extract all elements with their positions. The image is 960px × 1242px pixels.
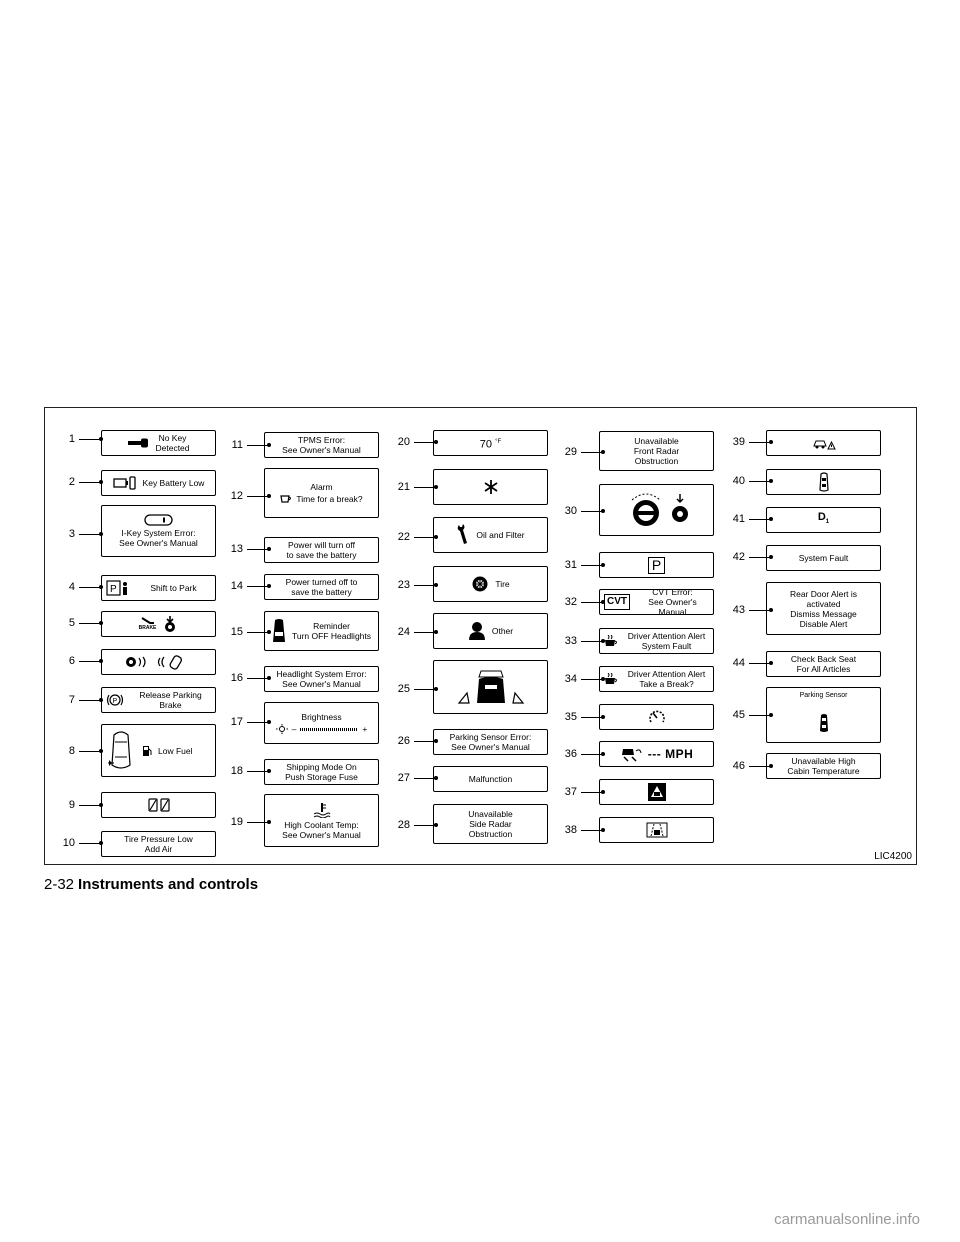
intelligent-key-icon — [144, 514, 174, 526]
callout-number: 9 — [68, 799, 75, 811]
callout-number: 38 — [564, 824, 577, 836]
callout-number: 28 — [397, 819, 410, 831]
indicator-box: TPMS Error: See Owner's Manual — [264, 432, 379, 458]
cruise-control-icon — [620, 746, 642, 762]
leader-line — [79, 805, 101, 806]
park-indicator: P — [648, 557, 665, 574]
indicator-box — [599, 484, 714, 536]
callout-number: 16 — [230, 672, 243, 684]
indicator-box — [433, 660, 548, 714]
page-footer — [44, 876, 258, 893]
snowflake-icon — [483, 479, 499, 495]
callout-number: 6 — [68, 655, 75, 667]
callout-number: 18 — [230, 765, 243, 777]
key-icon — [127, 438, 149, 448]
callout-number: 39 — [732, 436, 745, 448]
indicator-box: P Release Parking Brake — [101, 687, 216, 713]
indicator-box — [101, 611, 216, 637]
indicator-box: Oil and Filter — [433, 517, 548, 553]
tire-icon — [471, 575, 489, 593]
brightness-slider — [276, 724, 368, 734]
indicator-box: Driver Attention Alert System Fault — [599, 628, 714, 654]
indicator-box: Shipping Mode On Push Storage Fuse — [264, 759, 379, 785]
callout-number: 32 — [564, 596, 577, 608]
callout-number: 14 — [230, 580, 243, 592]
car-front-icon — [272, 618, 286, 644]
outside-temperature: 70 $^{^\circ F}$ — [479, 438, 502, 451]
callout-number: 41 — [732, 513, 745, 525]
indicator-box — [599, 552, 714, 578]
indicator-box: Check Back Seat For All Articles — [766, 651, 881, 677]
callout-number: 34 — [564, 673, 577, 685]
coffee-cup-icon — [604, 673, 618, 685]
callout-number: 40 — [732, 475, 745, 487]
callout-number: 21 — [397, 481, 410, 493]
lane-departure-icon — [646, 822, 668, 838]
brightness-icon — [276, 724, 288, 734]
box-title: Alarm — [310, 482, 333, 492]
callout-number: 44 — [732, 657, 745, 669]
callout-number: 45 — [732, 709, 745, 721]
wrench-icon — [456, 524, 470, 546]
cvt-icon: CVT — [604, 594, 630, 610]
leader-line — [79, 751, 101, 752]
forward-collision-icon — [648, 783, 666, 801]
svg-text:P: P — [110, 584, 117, 595]
callout-number: 46 — [732, 760, 745, 772]
callout-number: 13 — [230, 543, 243, 555]
indicator-box — [766, 507, 881, 533]
key-battery-icon — [113, 476, 137, 490]
indicator-box: Headlight System Error: See Owner's Manual — [264, 666, 379, 692]
leader-line — [79, 623, 101, 624]
figure-id-label: LIC4200 — [874, 851, 912, 862]
shift-park-icon — [106, 580, 130, 596]
box-title: Parking Sensor — [799, 692, 848, 699]
indicator-box: Power will turn off to save the battery — [264, 537, 379, 563]
speedometer-icon — [648, 709, 666, 725]
leader-line — [79, 439, 101, 440]
brake-pedal-icon: BRAKE — [139, 617, 157, 631]
indicator-box — [433, 430, 548, 456]
callout-number: 11 — [231, 439, 243, 451]
callout-number: 29 — [564, 446, 577, 458]
callout-number: 36 — [564, 748, 577, 760]
indicator-box — [599, 817, 714, 843]
svg-text:P: P — [112, 698, 118, 705]
gear-position-indicator: $D_1$ — [817, 511, 830, 526]
callout-number: 22 — [397, 531, 410, 543]
indicator-box — [766, 469, 881, 495]
car-top-view-icon — [106, 729, 136, 773]
parking-brake-icon — [106, 692, 124, 708]
callout-number: 2 — [68, 476, 75, 488]
box-title: Brightness — [301, 712, 342, 722]
indicator-box — [599, 704, 714, 730]
coffee-cup-icon — [280, 495, 292, 504]
callout-number: 7 — [68, 694, 75, 706]
parking-sensor-car-icon — [819, 713, 829, 733]
callout-number: 3 — [68, 528, 75, 540]
car-top-view-icon — [819, 472, 829, 492]
indicator-box: CVT CVT Error: See Owner's Manual — [599, 589, 714, 615]
indicator-box: Parking Sensor Error: See Owner's Manual — [433, 729, 548, 755]
indicator-box: Key Battery Low — [101, 470, 216, 496]
callout-number: 17 — [230, 716, 243, 728]
blind-spot-car-icon — [451, 667, 531, 707]
indicator-box — [599, 779, 714, 805]
callout-number: 10 — [62, 837, 75, 849]
callout-number: 23 — [397, 579, 410, 591]
callout-number: 25 — [397, 683, 410, 695]
callout-number: 12 — [230, 490, 243, 502]
indicator-box: --- MPH — [599, 741, 714, 767]
indicator-box: Unavailable Front Radar Obstruction — [599, 431, 714, 471]
indicator-box: Other — [433, 613, 548, 649]
tire-pressure-icon — [147, 797, 171, 813]
watermark: carmanualsonline.info — [774, 1211, 920, 1228]
leader-line — [79, 661, 101, 662]
indicator-box: Power turned off to save the battery — [264, 574, 379, 600]
coolant-temperature-icon — [313, 802, 331, 818]
callout-number: 20 — [397, 436, 410, 448]
indicator-box — [264, 468, 379, 518]
fuel-pump-icon — [142, 745, 152, 757]
indicator-box: I-Key System Error: See Owner's Manual — [101, 505, 216, 557]
callout-number: 15 — [230, 626, 243, 638]
leader-line — [79, 534, 101, 535]
callout-number: 43 — [732, 604, 745, 616]
indicator-box: No Key Detected — [101, 430, 216, 456]
slider-track — [300, 728, 358, 731]
indicator-box: Low Fuel — [101, 724, 216, 777]
indicator-box: Malfunction — [433, 766, 548, 792]
callout-number: 31 — [564, 559, 577, 571]
indicator-box: Rear Door Alert is activated Dismiss Message Disable Alert — [766, 582, 881, 635]
coffee-cup-icon — [604, 635, 618, 647]
callout-number: 4 — [68, 581, 75, 593]
indicator-box: Tire Pressure Low Add Air — [101, 831, 216, 857]
indicator-box — [766, 687, 881, 743]
indicator-figure — [44, 407, 917, 865]
indicator-box — [433, 469, 548, 505]
indicator-box — [766, 430, 881, 456]
callout-number: 24 — [397, 626, 410, 638]
leader-line — [79, 587, 101, 588]
indicator-box: Unavailable High Cabin Temperature — [766, 753, 881, 779]
person-icon — [468, 621, 486, 641]
indicator-box: Unavailable Side Radar Obstruction — [433, 804, 548, 844]
callout-number: 33 — [564, 635, 577, 647]
indicator-box — [101, 649, 216, 675]
push-start-icon — [162, 615, 178, 633]
indicator-box — [101, 792, 216, 818]
callout-number: 35 — [564, 711, 577, 723]
callout-number: 27 — [397, 772, 410, 784]
minus-sign: – — [291, 724, 297, 734]
indicator-box: High Coolant Temp: See Owner's Manual — [264, 794, 379, 847]
leader-line — [79, 482, 101, 483]
callout-number: 26 — [397, 735, 410, 747]
callout-number: 1 — [68, 433, 75, 445]
callout-number: 19 — [230, 816, 243, 828]
indicator-box: Tire — [433, 566, 548, 602]
vehicle-warning-icon — [812, 436, 836, 450]
callout-number: 5 — [68, 617, 75, 629]
leader-line — [79, 700, 101, 701]
indicator-box: System Fault — [766, 545, 881, 571]
indicator-box — [264, 702, 379, 744]
callout-number: 42 — [732, 551, 745, 563]
leader-line — [79, 843, 101, 844]
indicator-box: Reminder Turn OFF Headlights — [264, 611, 379, 651]
section-title: Instruments and controls — [78, 876, 259, 893]
indicator-box: Driver Attention Alert Take a Break? — [599, 666, 714, 692]
plus-sign: + — [362, 724, 368, 734]
callout-number: 8 — [68, 745, 75, 757]
callout-number: 30 — [564, 505, 577, 517]
page-number: 2-32 — [44, 876, 75, 893]
steering-wheel-icon — [620, 490, 694, 530]
indicator-box: P Shift to Park — [101, 575, 216, 601]
box-row: Time for a break? — [280, 494, 362, 504]
key-fob-wave-icon — [124, 654, 194, 670]
callout-number: 37 — [564, 786, 577, 798]
